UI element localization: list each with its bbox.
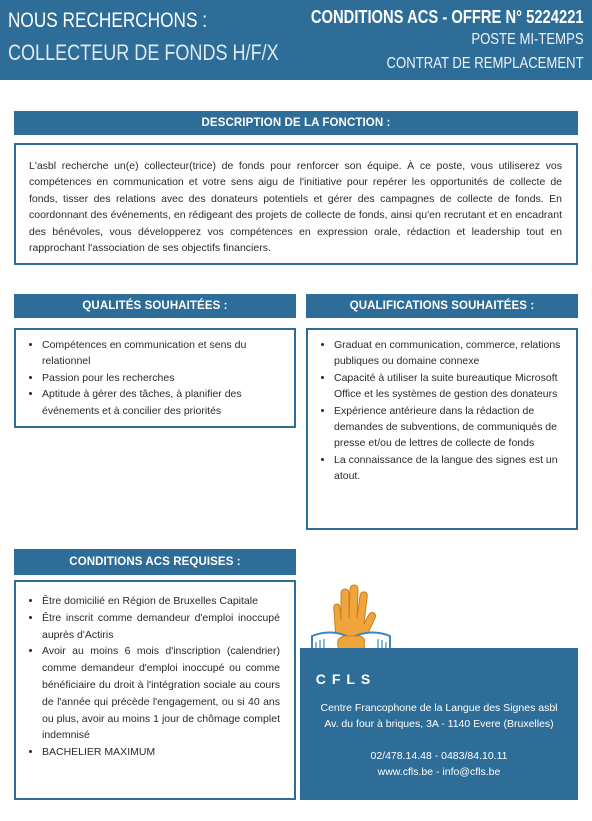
list-item: • Être inscrit comme demandeur d'emploi inoccupé auprès d'Actiris (42, 610, 280, 644)
qualifications-heading: QUALIFICATIONS SOUHAITÉES : (306, 294, 578, 318)
list-item: • Capacité à utiliser la suite bureautique Microsoft Office et les systèmes de gestion des donateurs (334, 370, 566, 403)
offer-info-block (251, 6, 584, 76)
list-item: • La connaissance de la langue des signes est un atout. (334, 452, 566, 485)
qualities-heading: QUALITÉS SOUHAITÉES : (14, 294, 296, 318)
header-banner (0, 0, 592, 80)
contact-block (300, 748, 578, 780)
list-item: • Aptitude à gérer des tâches, à planifier des événements et à concilier des priorités (42, 386, 284, 419)
qualifications-box (306, 328, 578, 530)
organization-block (300, 700, 578, 732)
list-item: • BACHELIER MAXIMUM (42, 744, 280, 761)
list-item: • Expérience antérieure dans la rédaction de demandes de subventions, de communiqués de presse et/ou de lettres de collecte de fonds (334, 403, 566, 452)
organization-address: Av. du four à briques, 3A - 1140 Evere (Bruxelles) (324, 718, 554, 730)
web-email: www.cfls.be - info@cfls.be (377, 766, 501, 778)
conditions-box (14, 580, 296, 800)
list-item: • Passion pour les recherches (42, 370, 284, 386)
conditions-heading: CONDITIONS ACS REQUISES : (14, 549, 296, 575)
conditions-list (16, 593, 294, 761)
qualifications-list (308, 337, 576, 485)
offer-reference: CONDITIONS ACS - OFFRE N° 5224221 (311, 7, 584, 27)
phone-numbers: 02/478.14.48 - 0483/84.10.11 (370, 750, 508, 762)
organization-name: Centre Francophone de la Langue des Signes asbl (320, 702, 558, 714)
list-item: • Graduat en communication, commerce, relations publiques ou domaine connexe (334, 337, 566, 370)
schedule-label: POSTE MI-TEMPS (471, 31, 584, 48)
description-box (14, 143, 578, 265)
qualities-box (14, 328, 296, 428)
header-line1: NOUS RECHERCHONS : (8, 9, 208, 32)
description-text: L'asbl recherche un(e) collecteur(trice) de fonds pour renforcer son équipe. À ce poste, vous utiliserez vos compétences en communication et votre sens aigu de l'initiative pour repérer les opportunités de collecte de fonds, tisser des relations avec des donateurs potentiels et gérer des campagnes de collecte de fonds. En coordonnant des événements, en rédigeant des projets de collecte de fonds, ainsi qu'en recrutant et en encadrant des bénévoles, vous développerez vos compétences en expression orale, rédaction et leadership tout en rapprochant l'association de ses objectifs financiers. (29, 160, 562, 255)
list-item: • Être domicilié en Région de Bruxelles Capitale (42, 593, 280, 610)
qualities-list (16, 337, 294, 419)
description-heading: DESCRIPTION DE LA FONCTION : (14, 111, 578, 135)
logo-text: CFLS (315, 671, 377, 687)
job-title: COLLECTEUR DE FONDS H/F/X (8, 40, 279, 65)
contract-label: CONTRAT DE REMPLACEMENT (386, 55, 584, 72)
footer-contact-panel (300, 648, 578, 800)
list-item: • Avoir au moins 6 mois d'inscription (calendrier) comme demandeur d'emploi inoccupé ou comme bénéficiaire du droit à l'intégration sociale au cours de l'année qui précède l'engagement, ou si 40 ans ou plus, avoir au moins 1 jour de chômage complet indemnisé (42, 643, 280, 744)
list-item: • Compétences en communication et sens du relationnel (42, 337, 284, 370)
